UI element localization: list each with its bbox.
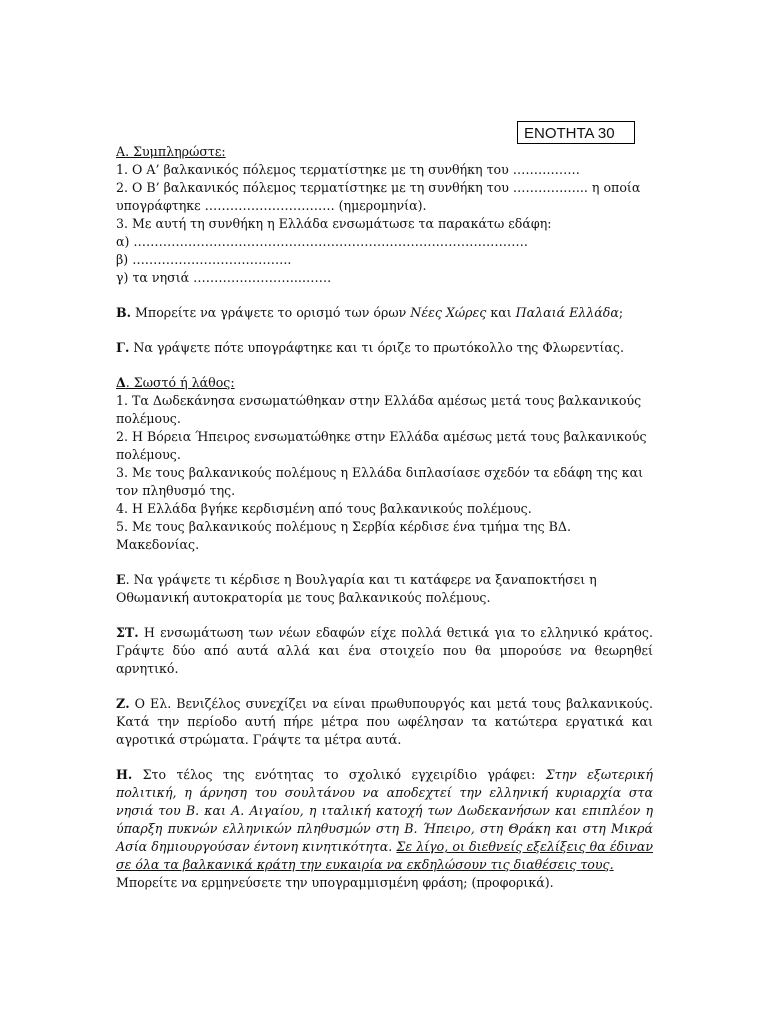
section-e-text: . Να γράψετε τι κέρδισε η Βουλγαρία και τι κατάφερε να ξαναποκτήσει η Οθωμανική αυτοκρατορία με τους βαλκανικούς πολέμους. (116, 572, 597, 605)
section-a-heading (116, 143, 653, 161)
section-d-item-1: 1. Τα Δωδεκάνησα ενσωματώθηκαν στην Ελλάδα αμέσως μετά τους βαλκανικούς πολέμους. (116, 393, 642, 426)
section-d-item-4: 4. Η Ελλάδα βγήκε κερδισμένη από τους βαλκανικούς πολέμους. (116, 501, 532, 516)
section-b-text: Μπορείτε να γράψετε το ορισμό των όρων (131, 305, 411, 320)
section-a-title: . Συμπληρώστε: (125, 144, 226, 159)
section-b-term-1: Νέες Χώρες (410, 305, 487, 320)
section-g-letter: Γ. (116, 340, 130, 355)
section-h-quote: Στην εξωτερική πολιτική, η άρνηση του σουλτάνου να αποδεχτεί την ελληνική κυριαρχία στα νησιά του Β. και Α. Αιγαίου, η ιταλική κατοχή των Δωδεκανήσων και επιπλέον η ύπαρξη πυκνών ελληνικών πληθυσμών στη Β. Ήπειρο, στη Θράκη και στη Μικρά Ασία δημιουργούσαν έντονη κινητικότητα. (116, 767, 653, 854)
section-b-letter: Β. (116, 305, 132, 320)
section-g-question (116, 339, 653, 357)
section-d-letter: Δ (116, 375, 126, 390)
section-g-text: Να γράψετε πότε υπογράφτηκε και τι όριζε το πρωτόκολλο της Φλωρεντίας. (129, 340, 624, 355)
section-d-title: . Σωστό ή λάθος: (125, 375, 235, 390)
section-h-intro: Στο τέλος της ενότητας το σχολικό εγχειρίδιο γράφει: (132, 767, 546, 782)
section-a-line-1: 1. Ο Α’ βαλκανικός πόλεμος τερματίστηκε με τη συνθήκη του ……………. (116, 162, 580, 177)
section-h-letter: Η. (116, 767, 133, 782)
section-d-heading (116, 374, 653, 392)
section-a-line-3: 3. Με αυτή τη συνθήκη η Ελλάδα ενσωμάτωσε τα παρακάτω εδάφη: (116, 216, 552, 231)
section-d-item-5: 5. Με τους βαλκανικούς πολέμους η Σερβία κέρδισε ένα τμήμα της ΒΔ. Μακεδονίας. (116, 519, 571, 552)
section-z-letter: Ζ. (116, 696, 130, 711)
section-h-underlined-phrase: Σε λίγο, οι διεθνείς εξελίξεις θα έδιναν σε όλα τα βαλκανικά κράτη την ευκαιρία να εκδηλώσουν τις διαθέσεις τους. (116, 839, 653, 872)
section-h-prompt: Μπορείτε να ερμηνεύσετε την υπογραμμισμένη φράση; (προφορικά). (116, 875, 554, 890)
section-a-letter: Α (116, 144, 126, 159)
section-e-letter: Ε (116, 572, 126, 587)
section-b-term-2: Παλαιά Ελλάδα (515, 305, 619, 320)
section-a-line-2: 2. Ο Β’ βαλκανικός πόλεμος τερματίστηκε με τη συνθήκη του ……………... η οποία υπογράφτηκε …………………………. (ημερομηνία). (116, 180, 641, 213)
unit-title: ΕΝΟΤΗΤΑ 30 (524, 125, 615, 142)
section-d-item-3: 3. Με τους βαλκανικούς πολέμους η Ελλάδα διπλασίασε σχεδόν τα εδάφη της και τον πληθυσμό της. (116, 465, 644, 498)
section-a-line-4: α) …………………………………………………………………………………. (116, 234, 528, 249)
section-z-question (116, 695, 653, 749)
section-b-question (116, 304, 653, 322)
section-st-text: Η ενσωμάτωση των νέων εδαφών είχε πολλά θετικά για το ελληνικό κράτος. Γράψτε δύο από αυτά αλλά και ένα στοιχείο που θα μπορούσε να θεωρηθεί αρνητικό. (116, 625, 653, 676)
section-d-item-2: 2. Η Βόρεια Ήπειρος ενσωματώθηκε στην Ελλάδα αμέσως μετά τους βαλκανικούς πολέμους. (116, 429, 647, 462)
worksheet-content (116, 143, 653, 892)
section-e-question (116, 571, 653, 607)
section-h-question (116, 766, 653, 874)
section-st-question (116, 624, 653, 678)
section-b-text-end: ; (618, 305, 624, 320)
section-a-line-6: γ) τα νησιά ……………………..……. (116, 270, 332, 285)
unit-title-box (517, 121, 635, 144)
section-z-text: Ο Ελ. Βενιζέλος συνεχίζει να είναι πρωθυπουργός και μετά τους βαλκανικούς. Κατά την περίοδο αυτή πήρε μέτρα που ωφέλησαν τα κατώτερα εργατικά και αγροτικά στρώματα. Γράψτε τα μέτρα αυτά. (116, 696, 653, 747)
section-b-text-mid: και (486, 305, 516, 320)
section-st-letter: ΣΤ. (116, 625, 139, 640)
section-a-line-5: β) ……………………………….. (116, 252, 292, 267)
